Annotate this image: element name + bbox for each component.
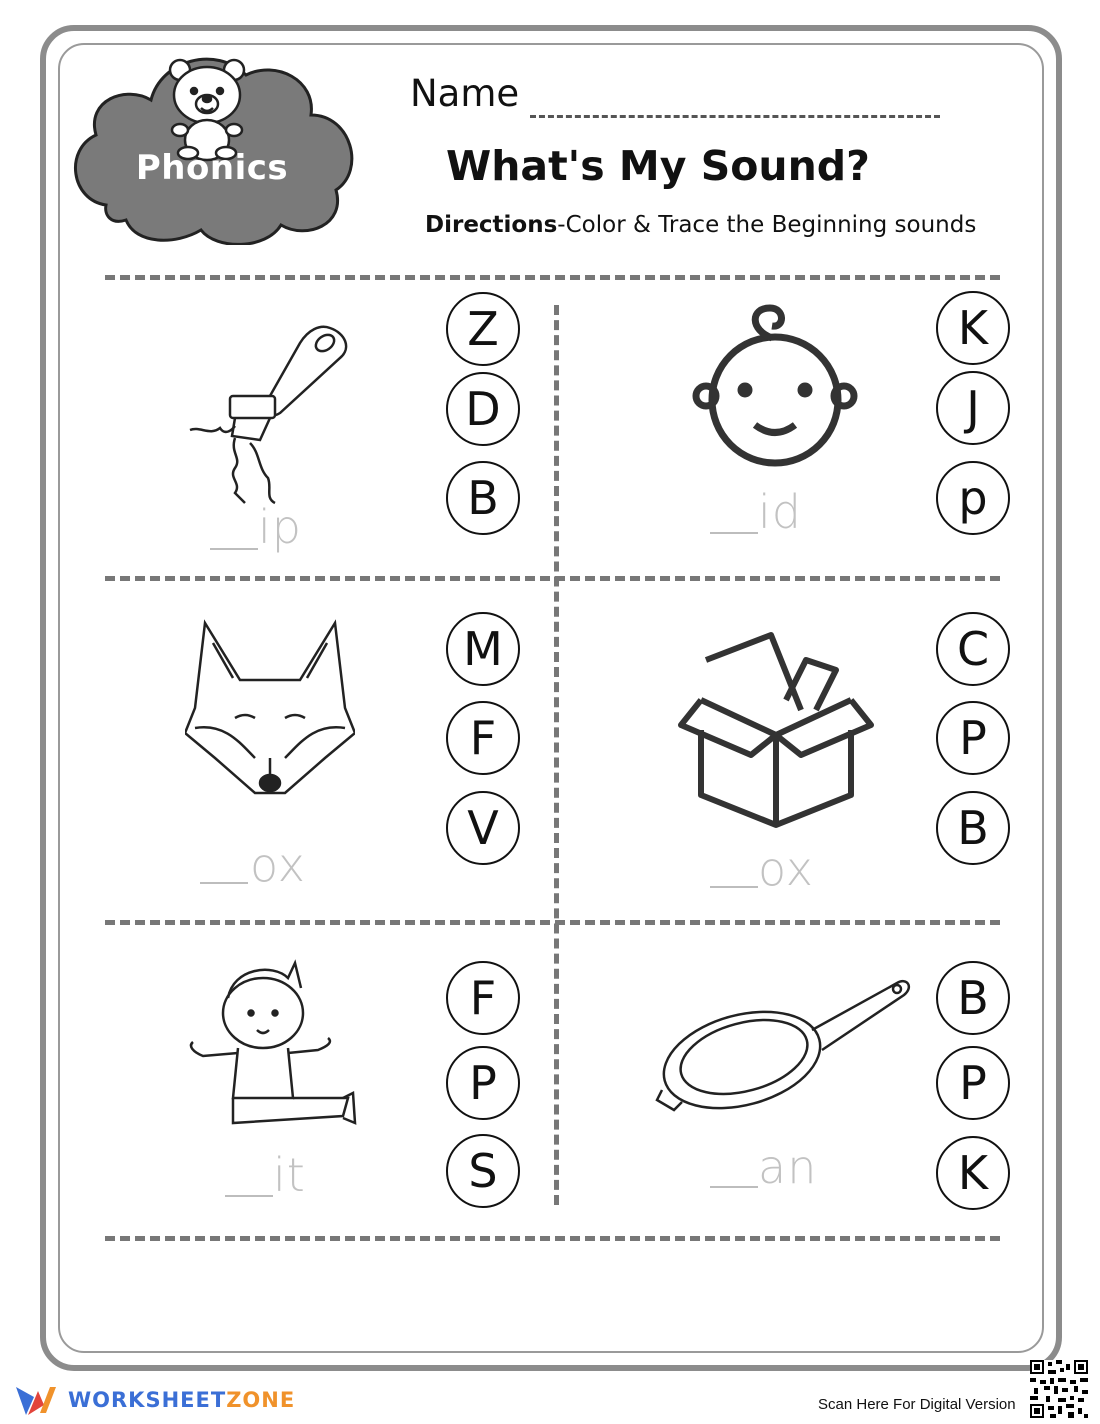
phonics-label: Phonics — [135, 148, 289, 188]
name-input-line[interactable] — [530, 115, 940, 118]
letter-option[interactable]: F — [446, 961, 520, 1035]
divider-row2 — [105, 920, 1000, 925]
trace-word: ip — [258, 500, 302, 554]
qr-code-icon[interactable] — [1030, 1360, 1088, 1418]
letter-option[interactable]: P — [446, 1046, 520, 1120]
scan-text: Scan Here For Digital Version — [818, 1396, 1016, 1413]
brand-part2: ZONE — [226, 1388, 296, 1412]
letter-option[interactable]: p — [936, 461, 1010, 535]
directions-bold: Directions — [425, 212, 558, 238]
divider-bottom — [105, 1236, 1000, 1241]
letter-option[interactable]: Z — [446, 292, 520, 366]
trace-word: ox — [250, 838, 306, 892]
letter-option[interactable]: K — [936, 1136, 1010, 1210]
zipper-icon — [180, 318, 360, 508]
letter-option[interactable]: V — [446, 791, 520, 865]
phonics-cloud-badge — [66, 40, 358, 245]
trace-blank[interactable] — [225, 1195, 273, 1197]
divider-vertical — [554, 305, 559, 1205]
letter-option[interactable]: B — [936, 791, 1010, 865]
boy-sitting-icon — [183, 958, 363, 1138]
divider-top — [105, 275, 1000, 280]
fox-face-icon — [185, 618, 355, 808]
trace-blank[interactable] — [210, 548, 258, 550]
divider-row1 — [105, 576, 1000, 581]
trace-blank[interactable] — [200, 882, 248, 884]
directions-rest: -Color & Trace the Beginning sounds — [557, 212, 977, 238]
trace-blank[interactable] — [710, 1186, 758, 1188]
letter-option[interactable]: P — [936, 701, 1010, 775]
baby-face-icon — [690, 300, 860, 470]
trace-blank[interactable] — [710, 532, 758, 534]
frying-pan-icon — [652, 975, 912, 1115]
letter-option[interactable]: F — [446, 701, 520, 775]
worksheet-title: What's My Sound? — [446, 142, 870, 190]
trace-word: it — [273, 1148, 306, 1202]
letter-option[interactable]: P — [936, 1046, 1010, 1120]
letter-option[interactable]: K — [936, 291, 1010, 365]
brand-part1: WORKSHEET — [68, 1388, 227, 1412]
letter-option[interactable]: S — [446, 1134, 520, 1208]
letter-option[interactable]: M — [446, 612, 520, 686]
directions-text — [425, 212, 976, 238]
footer-brand[interactable] — [68, 1388, 295, 1412]
trace-word: an — [758, 1140, 818, 1194]
trace-blank[interactable] — [710, 886, 758, 888]
box-icon — [676, 630, 876, 830]
letter-option[interactable]: J — [936, 371, 1010, 445]
letter-option[interactable]: D — [446, 372, 520, 446]
letter-option[interactable]: C — [936, 612, 1010, 686]
name-label: Name — [410, 72, 520, 115]
letter-option[interactable]: B — [446, 461, 520, 535]
trace-word: ox — [758, 842, 814, 896]
letter-option[interactable]: B — [936, 961, 1010, 1035]
worksheetzone-logo-icon — [14, 1383, 58, 1419]
trace-word: id — [758, 485, 802, 539]
